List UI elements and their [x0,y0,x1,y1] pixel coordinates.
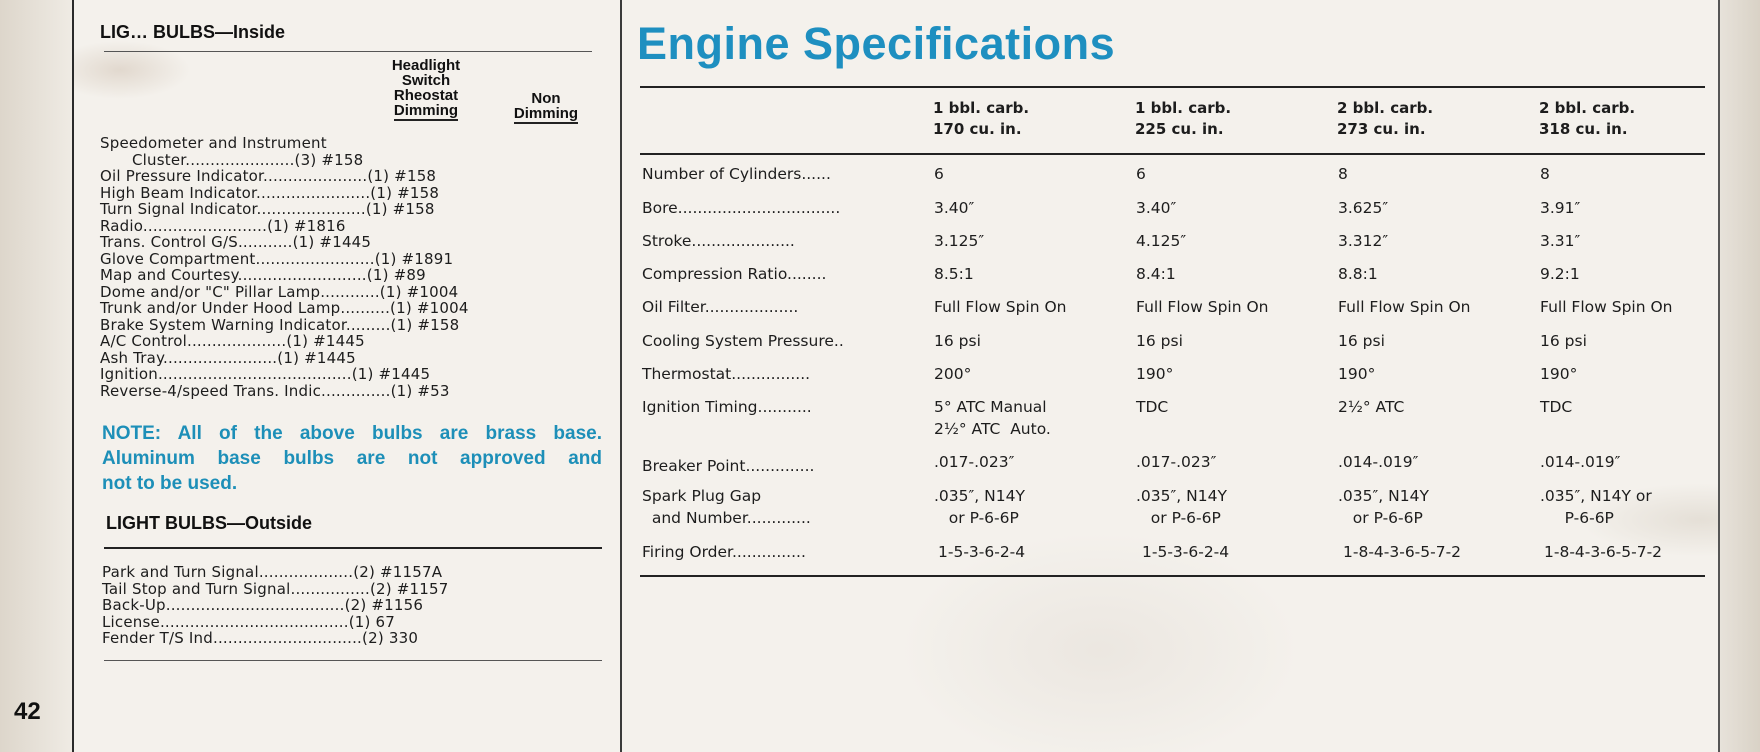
spec-cell: 3.125″ [934,232,985,250]
spec-row-label: Bore................................. [642,199,841,217]
engine-specifications-title: Engine Specifications [637,18,1116,69]
page-edge-left [0,0,72,752]
outside-bulbs-title: LIGHT BULBS—Outside [106,513,312,533]
list-item: Ignition.......................................(1) #1445 [100,365,431,383]
list-item: Oil Pressure Indicator.....................(1) #158 [100,167,437,185]
spec-cell: 2½° ATC [1338,398,1405,416]
list-item: High Beam Indicator.......................(1) #158 [100,183,440,202]
spec-cell: .035″, N14Y or P-6-6P [1540,487,1652,527]
spec-cell: Full Flow Spin On [934,298,1067,316]
spec-row-label: Thermostat................ [642,365,811,383]
list-item: Speedometer and Instrument [100,134,327,152]
spec-table-header-rule [640,153,1705,155]
list-item: License......................................(1) 67 [102,612,396,631]
spec-cell: 9.2:1 [1540,265,1580,283]
spec-column-header: 2 bbl. carb. 318 cu. in. [1539,99,1636,138]
spec-cell: Full Flow Spin On [1540,298,1673,316]
spec-cell: 190° [1540,365,1578,383]
list-item: Tail Stop and Turn Signal................(2) #1157 [102,579,449,598]
spec-row-label: Stroke..................... [642,232,795,250]
spec-row-label: Compression Ratio........ [642,265,827,283]
spec-cell: 1-5-3-6-2-4 [938,543,1026,561]
spec-row-label: Spark Plug Gap and Number............. [642,487,811,527]
spec-cell: 1-5-3-6-2-4 [1142,543,1230,561]
list-item: Dome and/or "C" Pillar Lamp............(1) #1004 [100,282,459,301]
spec-cell: TDC [1540,398,1573,416]
spec-cell: .014-.019″ [1540,453,1621,471]
column-header-non-dimming: Non Dimming [513,90,579,122]
spec-cell: 6 [934,165,944,183]
spec-row-label: Breaker Point.............. [642,457,815,475]
spec-cell: 8.8:1 [1338,265,1378,283]
spec-cell: Full Flow Spin On [1338,298,1471,316]
list-item: Turn Signal Indicator......................(1) #158 [100,200,435,218]
spec-cell: 16 psi [934,332,981,350]
spec-cell: 16 psi [1540,332,1587,350]
column-header-dimming: Headlight Switch Rheostat Dimming [391,57,461,119]
spec-row-label: Cooling System Pressure.. [642,332,844,350]
spec-cell: 200° [934,365,972,383]
list-item: Map and Courtesy..........................(1) #89 [100,266,426,284]
left-margin-line [72,0,74,752]
list-item: Trunk and/or Under Hood Lamp..........(1) #1004 [100,299,469,317]
spec-cell: 6 [1136,165,1146,183]
spec-cell: 5° ATC Manual 2½° ATC Auto. [934,398,1051,438]
spec-row-label: Oil Filter................... [642,298,799,316]
spec-table-bottom-rule [640,575,1705,577]
spec-table-top-rule [640,86,1705,88]
spec-cell: 16 psi [1338,332,1385,350]
spec-cell: .035″, N14Y or P-6-6P [1338,487,1429,527]
spec-cell: 3.40″ [934,199,975,217]
list-item: Back-Up....................................(2) #1156 [102,596,424,614]
spec-cell: 16 psi [1136,332,1183,350]
spec-cell: 8.5:1 [934,265,974,283]
spec-cell: 190° [1136,365,1174,383]
spec-row-label: Ignition Timing........... [642,398,812,416]
list-item: Trans. Control G/S...........(1) #1445 [100,233,372,251]
spec-cell: 190° [1338,365,1376,383]
outside-list-bottom-rule [104,660,602,661]
page-edge-right [1720,0,1760,752]
spec-cell: .014-.019″ [1338,453,1419,471]
spec-cell: 1-8-4-3-6-5-7-2 [1343,543,1462,561]
list-item: Brake System Warning Indicator.........(1) #158 [100,315,460,334]
page-number: 42 [14,698,41,725]
list-item: Ash Tray.......................(1) #1445 [100,348,356,367]
spec-cell: .017-.023″ [934,453,1015,471]
spec-cell: TDC [1136,398,1169,416]
center-fold-line [620,0,622,752]
inside-bulbs-title: LIG… BULBS—Inside [100,22,286,42]
inside-title-rule [104,51,592,52]
list-item: Glove Compartment........................(1) #1891 [100,249,454,268]
list-item: Reverse-4/speed Trans. Indic..............(1) #53 [100,381,450,400]
spec-cell: .017-.023″ [1136,453,1217,471]
spec-cell: 4.125″ [1136,232,1187,250]
spec-cell: 3.625″ [1338,199,1389,217]
spec-row-label: Number of Cylinders...... [642,165,831,183]
spec-cell: .035″, N14Y or P-6-6P [934,487,1025,527]
list-item: Fender T/S Ind..............................(2) 330 [102,629,419,647]
brass-base-note: NOTE: All of the above bulbs are brass base. Aluminum base bulbs are not approved and not to be used. [102,423,602,494]
outside-bulb-list [102,564,612,647]
list-item: Cluster......................(3) #158 [132,150,364,169]
spec-cell: 8 [1338,165,1348,183]
spec-column-header: 2 bbl. carb. 273 cu. in. [1337,99,1434,138]
right-margin-line [1718,0,1720,752]
spec-cell: 3.312″ [1338,232,1389,250]
list-item: Park and Turn Signal...................(2) #1157A [102,563,443,581]
spec-row-label: Firing Order............... [642,543,806,561]
spec-column-header: 1 bbl. carb. 170 cu. in. [933,99,1030,138]
spec-cell: 3.31″ [1540,232,1581,250]
spec-cell: 8 [1540,165,1550,183]
spec-column-header: 1 bbl. carb. 225 cu. in. [1135,99,1232,138]
spec-cell: 8.4:1 [1136,265,1176,283]
spec-cell: 3.40″ [1136,199,1177,217]
spec-cell: 1-8-4-3-6-5-7-2 [1544,543,1663,561]
list-item: A/C Control....................(1) #1445 [100,332,365,350]
spec-cell: .035″, N14Y or P-6-6P [1136,487,1227,527]
inside-bulb-list [100,135,610,399]
list-item: Radio.........................(1) #1816 [100,216,346,235]
spec-cell: 3.91″ [1540,199,1581,217]
outside-title-rule [104,547,602,549]
spec-cell: Full Flow Spin On [1136,298,1269,316]
